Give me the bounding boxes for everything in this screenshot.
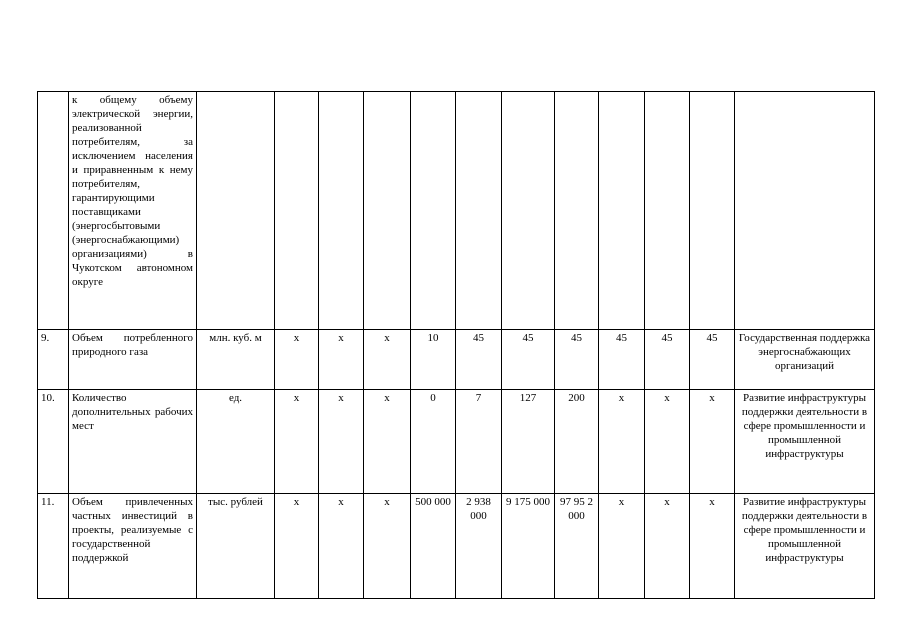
value-cell: x <box>690 494 735 599</box>
value-cell: x <box>599 390 645 494</box>
value-cell: x <box>645 390 690 494</box>
table-row-11 <box>38 494 875 599</box>
program-cell: Развитие инфраструктуры поддержки деятельности в сфере промышленности и промышленной инфраструктуры <box>735 494 875 599</box>
value-cell: x <box>690 390 735 494</box>
value-cell: x <box>319 494 364 599</box>
value-cell <box>319 92 364 330</box>
value-cell <box>502 92 555 330</box>
value-cell: 45 <box>599 330 645 390</box>
value-cell: x <box>364 494 411 599</box>
value-cell <box>411 92 456 330</box>
value-cell: 45 <box>555 330 599 390</box>
value-cell <box>690 92 735 330</box>
value-cell: x <box>275 390 319 494</box>
value-cell: x <box>275 494 319 599</box>
program-cell <box>735 92 875 330</box>
indicators-table <box>37 91 875 599</box>
value-cell: x <box>599 494 645 599</box>
unit-cell <box>197 92 275 330</box>
value-cell: 7 <box>456 390 502 494</box>
value-cell <box>599 92 645 330</box>
value-cell: 500 000 <box>411 494 456 599</box>
value-cell: 45 <box>690 330 735 390</box>
value-cell <box>555 92 599 330</box>
value-cell: 0 <box>411 390 456 494</box>
value-cell <box>645 92 690 330</box>
value-cell: 45 <box>645 330 690 390</box>
value-cell: 45 <box>502 330 555 390</box>
row-number: 11. <box>38 494 69 599</box>
value-cell: 97 95 2 000 <box>555 494 599 599</box>
value-cell: x <box>645 494 690 599</box>
value-cell <box>456 92 502 330</box>
value-cell: x <box>364 330 411 390</box>
table-row-10 <box>38 390 875 494</box>
row-number: 10. <box>38 390 69 494</box>
value-cell: x <box>275 330 319 390</box>
value-cell: 10 <box>411 330 456 390</box>
table-row-8-continuation <box>38 92 875 330</box>
value-cell <box>364 92 411 330</box>
value-cell <box>275 92 319 330</box>
program-cell: Государственная поддержка энергоснабжающих организаций <box>735 330 875 390</box>
value-cell: 9 175 000 <box>502 494 555 599</box>
unit-cell: тыс. рублей <box>197 494 275 599</box>
unit-cell: млн. куб. м <box>197 330 275 390</box>
unit-cell: ед. <box>197 390 275 494</box>
indicator-name: Объем потребленного природного газа <box>69 330 197 390</box>
indicator-name: к общему объему электрической энергии, реализованной потребителям, за исключением населения и приравненным к нему потребителям, гарантирующими поставщиками (энергосбытовыми (энергоснабжающими) организациями) в Чукотском автономном округе <box>69 92 197 330</box>
program-cell: Развитие инфраструктуры поддержки деятельности в сфере промышленности и промышленной инфраструктуры <box>735 390 875 494</box>
value-cell: x <box>364 390 411 494</box>
row-number <box>38 92 69 330</box>
row-number: 9. <box>38 330 69 390</box>
table-row-9 <box>38 330 875 390</box>
value-cell: x <box>319 330 364 390</box>
value-cell: x <box>319 390 364 494</box>
value-cell: 127 <box>502 390 555 494</box>
indicator-name: Количество дополнительных рабочих мест <box>69 390 197 494</box>
value-cell: 2 938 000 <box>456 494 502 599</box>
value-cell: 200 <box>555 390 599 494</box>
value-cell: 45 <box>456 330 502 390</box>
indicator-name: Объем привлеченных частных инвестиций в проекты, реализуемые с государственной поддержкой <box>69 494 197 599</box>
